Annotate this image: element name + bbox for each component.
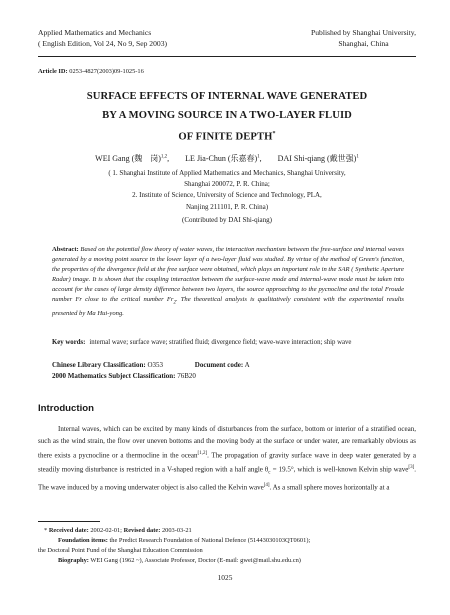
title-line-2: BY A MOVING SOURCE IN A TWO-LAYER FLUID — [102, 110, 352, 121]
clc-value: O353 — [147, 361, 164, 369]
publisher-name: Published by Shanghai University, — [311, 28, 416, 37]
intro-text-b: . The propagation of gravity surface wave in deep water generated by a steadily moving disturbance is restricted in a V-shaped region with a half angle θ — [38, 451, 416, 473]
author-3-name: DAI Shi-qiang (戴世强) — [277, 154, 357, 163]
affiliation-line-3: 2. Institute of Science, University of Science and Technology, PLA, — [132, 191, 322, 200]
msc-label: 2000 Mathematics Subject Classification: — [52, 372, 176, 380]
foundation-line-1: the Predict Research Foundation of National Defence (51443030103QT0601); — [109, 537, 311, 544]
section-heading-introduction: Introduction — [38, 403, 94, 414]
citation-3: [3] — [408, 464, 415, 470]
author-2-name: LE Jia-Chun (乐嘉春) — [185, 154, 258, 163]
title-line-3-text: OF FINITE DEPTH — [178, 131, 273, 143]
keywords — [52, 338, 404, 348]
affiliation-line-4: Nanjing 211101, P. R. China) — [185, 202, 269, 211]
author-3 — [278, 154, 359, 163]
author-1-affil: 1,2 — [160, 154, 168, 160]
footnote-foundation — [38, 536, 416, 546]
biography-label: Biography: — [58, 557, 89, 564]
doc-code — [195, 361, 250, 369]
affiliations — [38, 168, 416, 226]
article-id-label: Article ID: — [38, 68, 68, 75]
abstract-text-a: Based on the potential flow theory of water waves, the interaction mechanism between the free-surface and internal waves generated by a moving point source in the lower layer of a two-layer fluid was studied. By virtue of the method of Green's function, the properties of the divergence field at the free surface were obtained, which plays an important role in the SAR ( Synthetic Aperture Radar) image. It is shown that the coupling interaction between the surface-wave mode and internal-wave mode must be taken into account for the cases of large density difference between two layers, the source approaching to the pycnocline and the total Froude number Fr close to the critical number Fr — [52, 246, 405, 304]
clc-label: Chinese Library Classification: — [52, 361, 146, 369]
intro-text-d: . The wave induced by a moving underwater object is also called the Kelvin wave — [38, 464, 416, 491]
foundation-line-2: the Doctoral Point Fund of the Shanghai Education Commission — [38, 547, 203, 554]
footnotes — [38, 526, 416, 566]
msc-value: 76B20 — [177, 372, 196, 380]
abstract-text — [52, 246, 404, 317]
article-id-value: 0253-4827(2003)09-1025-16 — [69, 68, 144, 75]
abstract — [52, 245, 404, 319]
title-line-1: SURFACE EFFECTS OF INTERNAL WAVE GENERATED — [86, 91, 368, 102]
keywords-text: internal wave; surface wave; stratified fluid; divergence field; wave-wave interaction; ship wave — [89, 339, 352, 346]
doc-code-label: Document code: — [194, 361, 244, 369]
header-rule — [38, 56, 416, 57]
author-list — [38, 153, 416, 164]
biography-value: WEI Gang (1962 ~), Associate Professor, Doctor (E-mail: gwei@mail.shu.edu.cn) — [90, 557, 301, 564]
intro-text-c: = 19.5°, which is well-known Kelvin ship wave — [270, 464, 409, 473]
journal-info — [38, 27, 167, 49]
abstract-label: Abstract: — [52, 246, 79, 253]
author-2-affil: 1 — [257, 154, 260, 160]
revised-value: 2003-03-21 — [161, 527, 192, 534]
footnote-rule — [38, 521, 100, 522]
journal-issue: ( English Edition, Vol 24, No 9, Sep 2003) — [38, 39, 168, 48]
keywords-label: Key words: — [52, 339, 86, 346]
contributed-by: (Contributed by DAI Shi-qiang) — [181, 215, 272, 224]
title-line-3 — [38, 125, 416, 147]
received-label: Received date: — [48, 527, 89, 534]
footnote-dates — [38, 526, 416, 536]
author-1: WEI Gang (魏 岗)$^{1,2}$, — [95, 154, 170, 163]
affiliation-line-2: Shanghai 200072, P. R. China; — [184, 180, 270, 189]
paper-title — [38, 87, 416, 147]
publisher-location: Shanghai, China — [338, 39, 389, 48]
doc-code-value: A — [244, 361, 250, 369]
citation-1-2: [1,2] — [197, 450, 208, 456]
title-footnote-mark: * — [272, 131, 276, 137]
revised-label: Revised date: — [123, 527, 161, 534]
author-2: LE Jia-Chun (乐嘉春)$^1$, — [185, 154, 262, 163]
abstract-text-b: . The theoretical analysis is qualitatively consistent with the experimental results presented by Ma Hui-yong. — [52, 296, 404, 317]
citation-4: [4] — [263, 482, 270, 488]
classification — [52, 360, 250, 382]
clc-line — [52, 360, 250, 371]
intro-text-a: Internal waves, which can be excited by many kinds of disturbances from the surface, bottom or interior of a stratified ocean, such as the wind strain, the flow over uneven bottoms and the moving body at the surface or under water, are remarkably obvious as there exists a pycnocline or a thermocline in the ocean — [38, 425, 416, 460]
received-value: 2002-02-01; — [90, 527, 122, 534]
introduction-paragraph — [38, 423, 416, 493]
abstract-fr-subscript: 2 — [173, 300, 176, 306]
foundation-label: Foundation items: — [58, 537, 108, 544]
footnote-mark: * — [44, 527, 48, 534]
page-number: 1025 — [217, 573, 233, 582]
footnote-biography — [38, 556, 416, 566]
article-id — [38, 68, 144, 75]
intro-text-e: . As a small sphere moves horizontally at a — [269, 483, 390, 491]
publisher-info — [311, 27, 416, 49]
msc-line — [52, 371, 250, 382]
affiliation-line-1: ( 1. Shanghai Institute of Applied Mathematics and Mechanics, Shanghai University, — [108, 169, 346, 177]
author-3-affil: 1 — [356, 154, 359, 160]
running-head — [38, 27, 416, 49]
journal-name: Applied Mathematics and Mechanics — [38, 28, 152, 37]
theta-subscript: c — [268, 470, 271, 476]
author-1-name: WEI Gang (魏 岗) — [95, 154, 161, 163]
